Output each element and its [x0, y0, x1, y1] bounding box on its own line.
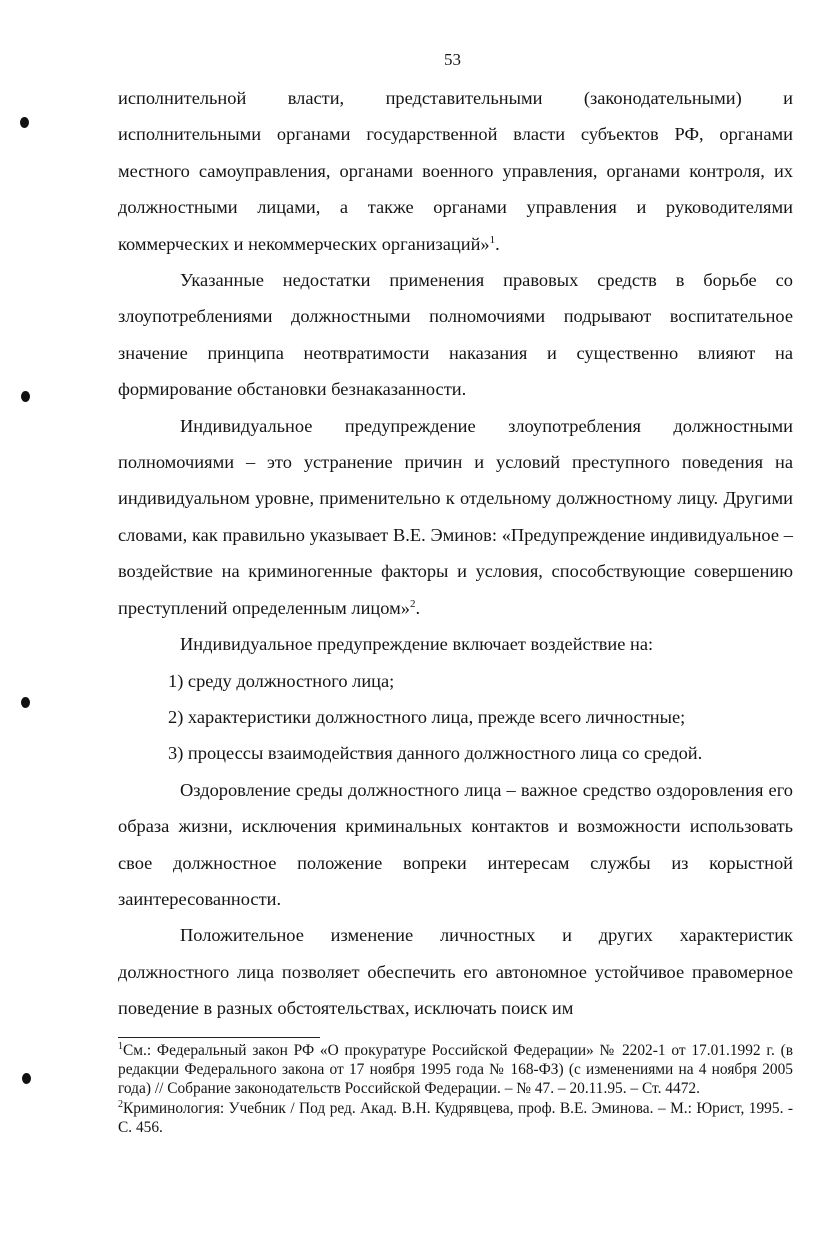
binder-hole-mark — [21, 697, 30, 708]
list-item: 3) процессы взаимодействия данного должностного лица со средой. — [168, 743, 703, 764]
footnote-separator — [118, 1037, 320, 1038]
paragraph-6: Положительное изменение личностных и других характеристик должностного лица позволяет обеспечить его автономное устойчивое правомерное поведение в разных обстоятельствах, исключать поиск им — [118, 925, 793, 1019]
footnote-ref-1[interactable]: 1 — [489, 233, 496, 246]
binder-hole-mark — [21, 391, 30, 402]
list-item: 2) характеристики должностного лица, прежде всего личностные; — [168, 706, 686, 727]
footnotes — [118, 1041, 793, 1137]
paragraph-3: Индивидуальное предупреждение злоупотребления должностными полномочиями – это устранение причин и условий преступного поведения на индивидуальном уровне, применительно к отдельному должностному лицу. Другими словами, как правильно указывает В.Е. Эминов: «Предупреждение индивидуальное – воздействие на криминогенные факторы и условия, способствующие совершению преступлений определенным лицом»$^2$. — [118, 415, 793, 618]
paragraph-5: Оздоровление среды должностного лица – важное средство оздоровления его образа жизни, исключения криминальных контактов и возможности использовать свое должностное положение вопреки интересам службы из корыстной заинтересованности. — [118, 779, 793, 909]
footnote-1: $^1$См.: Федеральный закон РФ «О прокуратуре Российской Федерации» № 2202-1 от 17.01.1992 г. (в редакции Федерального закона от 17 ноября 1995 года № 168-ФЗ) (с изменениями на 4 ноября 2005 года) // Собрание законодательств Российской Федерации. – № 47. – 20.11.95. – Ст. 4472. — [118, 1041, 793, 1098]
footnote-2: $^2$Криминология: Учебник / Под ред. Акад. В.Н. Кудрявцева, проф. В.Е. Эминова. – М.: Юрист, 1995. - С. 456. — [118, 1098, 793, 1136]
binder-hole-mark — [20, 117, 29, 128]
paragraph-2: Указанные недостатки применения правовых средств в борьбе со злоупотреблениями должностными полномочиями подрывают воспитательное значение принципа неотвратимости наказания и существенно влияют на формирование обстановки безнаказанности. — [118, 270, 793, 400]
binder-hole-mark — [22, 1073, 31, 1084]
page-number: 53 — [444, 50, 461, 69]
footnote-ref-2[interactable]: 2 — [409, 597, 416, 610]
paragraph-1: исполнительной власти, представительными (законодательными) и исполнительными органами государственной власти субъектов РФ, органами местного самоуправления, органами военного управления, органами контроля, их должностными лицами, а также органами управления и руководителями коммерческих и некоммерческих организаций»$^1$. — [118, 88, 793, 254]
body-text — [118, 80, 793, 1027]
list-item: 1) среду должностного лица; — [168, 670, 395, 691]
paragraph-4: Индивидуальное предупреждение включает воздействие на: — [180, 634, 654, 655]
